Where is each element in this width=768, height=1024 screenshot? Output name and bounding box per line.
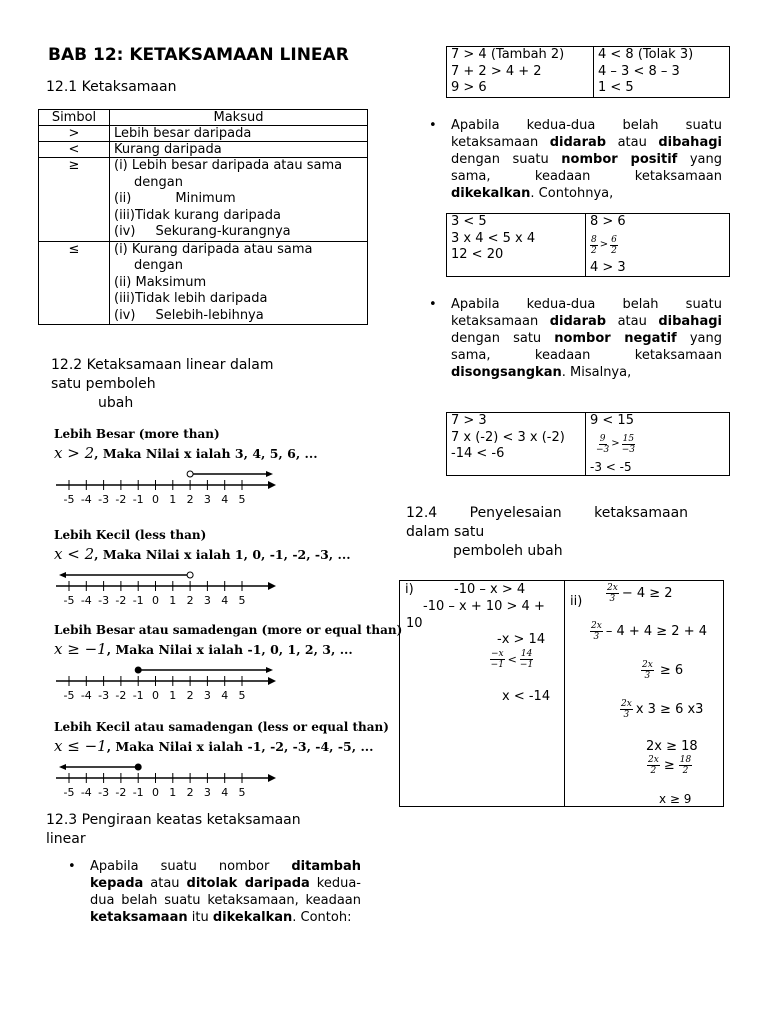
text: dengan suatu [451, 152, 562, 167]
numerator: 18 [679, 755, 692, 765]
tick-label: 1 [169, 786, 177, 798]
text: itu [187, 910, 213, 925]
solution-line: x < -14 [502, 689, 551, 704]
fraction [520, 649, 533, 670]
bullet-dot: • [68, 859, 76, 874]
expression: x 3 ≥ 6 x3 [635, 702, 704, 717]
fraction [606, 583, 619, 604]
tick-label: -2 [115, 594, 127, 606]
example-line: 9 < 15 [590, 413, 634, 428]
fraction [596, 434, 609, 455]
column-divider [564, 581, 565, 806]
ray-arrowhead [59, 764, 66, 770]
denominator: −1 [519, 660, 534, 670]
denominator: 3 [609, 594, 616, 604]
tick-label: 4 [221, 786, 229, 798]
meaning-line: dengan [134, 174, 183, 190]
denominator: 3 [623, 710, 630, 720]
text: yang sama, keadaan ketaksamaan [451, 152, 722, 184]
solution-line [641, 660, 683, 681]
fraction [590, 235, 598, 256]
numerator: 2x [642, 660, 653, 670]
number-line-statement [54, 444, 318, 462]
closed-endpoint [135, 764, 141, 770]
bold-text: nombor positif [561, 152, 678, 167]
divide-example-cell [586, 413, 730, 476]
heading-line: satu pemboleh [51, 376, 156, 392]
solution-i-label: i) [405, 582, 414, 597]
text: dengan satu [451, 331, 555, 346]
numerator: 2x [648, 755, 659, 765]
text: atau [606, 135, 659, 150]
meaning-line [114, 308, 363, 325]
example-line: 7 > 4 (Tambah 2) [451, 47, 565, 62]
tick-label: 2 [186, 493, 194, 505]
tick-label: -5 [63, 594, 75, 606]
fraction-line [590, 230, 725, 260]
denominator: 2 [591, 245, 597, 256]
negative-multiply-example-table [446, 412, 730, 476]
fraction [622, 434, 635, 455]
section-12-1-heading: 12.1 Ketaksamaan [46, 79, 177, 95]
solution-values: , Maka Nilai x ialah 3, 4, 5, 6, ... [94, 446, 318, 461]
ray-arrowhead [266, 471, 273, 477]
bold-text: dikekalkan [212, 910, 293, 925]
tick-label: 3 [203, 689, 211, 701]
item-text: Sekurang-kurangnya [155, 224, 291, 239]
heading-line [406, 504, 722, 523]
heading-line: ubah [98, 395, 134, 411]
solution-line: -x > 14 [497, 632, 546, 647]
open-endpoint [187, 572, 193, 578]
solution-values: , Maka Nilai x ialah 1, 0, -1, -2, -3, ... [94, 547, 351, 562]
tick-label: 5 [238, 594, 246, 606]
denominator: 3 [644, 671, 651, 681]
item-number: (ii) [114, 191, 132, 206]
inequality-expression: x > 2 [54, 444, 95, 462]
example-line: 7 + 2 > 4 + 2 [451, 63, 542, 79]
bullet-add-subtract [68, 858, 361, 926]
text: Apabila kedua-dua belah suatu ketaksamaan [451, 118, 722, 150]
denominator: −1 [490, 660, 504, 670]
geq-sign: ≥ [663, 758, 675, 773]
tick-label: -4 [80, 786, 92, 798]
section-12-4-heading [406, 504, 722, 561]
denominator: −3 [596, 444, 610, 455]
meaning-line: (i) Kurang daripada atau sama [114, 241, 313, 257]
example-line: 4 – 3 < 8 – 3 [598, 63, 680, 79]
fraction [590, 621, 603, 642]
fraction [641, 660, 654, 681]
solution-fraction-line [490, 649, 533, 670]
tick-label: 5 [238, 689, 246, 701]
fraction-line [590, 429, 725, 459]
tick-label: -1 [132, 786, 144, 798]
right-arrowhead [268, 677, 276, 685]
divide-example-cell [586, 214, 730, 277]
example-line: 12 < 20 [451, 247, 504, 262]
heading-text: 12.4 Penyelesaian ketaksamaan [406, 505, 689, 521]
tick-label: 0 [152, 594, 159, 606]
numerator: 2x [591, 621, 602, 631]
text: Apabila suatu nombor [90, 859, 292, 874]
number-line-heading: Lebih Besar (more than) [54, 427, 220, 441]
bold-text: dibahagi [658, 135, 722, 150]
symbol-table [38, 109, 368, 325]
tick-label: -3 [98, 786, 110, 798]
text: . Contoh: [292, 910, 352, 925]
fraction [679, 755, 692, 776]
denominator: 3 [593, 632, 600, 642]
solution-line [590, 621, 707, 642]
tick-label: -4 [80, 594, 92, 606]
numerator: 14 [520, 649, 533, 659]
tick-label: 3 [203, 786, 211, 798]
meaning-line: dengan [134, 258, 183, 273]
fraction [490, 649, 505, 670]
tick-label: 0 [152, 786, 159, 798]
multiply-example-cell [447, 413, 586, 476]
bold-text: nombor negatif [554, 331, 677, 346]
tick-label: -1 [132, 689, 144, 701]
example-line: -3 < -5 [590, 460, 632, 474]
solution-line: x ≥ 9 [659, 792, 692, 806]
number-line-heading: Lebih Kecil atau samadengan (less or equal than) [54, 720, 389, 734]
tick-label: 1 [169, 594, 177, 606]
bullet-multiply-negative [429, 296, 722, 381]
tick-label: 3 [203, 594, 211, 606]
item-number: (iv) [114, 307, 136, 323]
example-line: 7 > 3 [451, 413, 487, 428]
inequality-expression: x ≥ −1 [54, 640, 107, 658]
tick-label: -4 [80, 689, 92, 701]
number-line-statement [54, 545, 351, 563]
bullet-dot: • [429, 297, 437, 312]
solution-line [647, 755, 692, 776]
number-line [52, 758, 292, 798]
tick-label: -5 [63, 689, 75, 701]
tick-label: 2 [186, 786, 194, 798]
right-arrowhead [268, 582, 276, 590]
solution-values: , Maka Nilai x ialah -1, -2, -3, -4, -5, ... [106, 739, 374, 754]
closed-endpoint [135, 667, 141, 673]
solution-line: -10 – x > 4 [454, 582, 526, 597]
solution-line: 2x ≥ 18 [646, 739, 698, 754]
symbol-cell: > [39, 126, 110, 142]
bold-text: disongsangkan [451, 365, 562, 380]
numerator: 6 [611, 234, 617, 245]
meaning-line: (iii)Tidak kurang daripada [114, 207, 281, 223]
tick-label: 1 [169, 493, 177, 505]
bold-text: ditolak daripada [186, 876, 310, 891]
example-line: 8 > 6 [590, 214, 626, 229]
tick-label: 5 [238, 493, 246, 505]
numerator: 9 [599, 433, 606, 444]
meaning-cell: Kurang daripada [110, 142, 368, 158]
solution-ii-label: ii) [570, 594, 583, 609]
bold-text: dikekalkan [451, 186, 531, 201]
ray-arrowhead [266, 667, 273, 673]
tick-label: 4 [221, 493, 229, 505]
meaning-line [114, 224, 363, 241]
bold-text: didarab [549, 314, 607, 329]
tick-label: -1 [132, 493, 144, 505]
example-line: 1 < 5 [598, 80, 634, 95]
tick-label: 4 [221, 689, 229, 701]
number-line [52, 661, 292, 701]
meaning-cell [110, 241, 368, 325]
tick-label: -3 [98, 493, 110, 505]
open-endpoint [187, 471, 193, 477]
example-line: 4 > 3 [590, 260, 626, 275]
text: . Misalnya, [561, 365, 632, 380]
ray-arrowhead [59, 572, 66, 578]
number-line-statement [54, 640, 353, 658]
symbol-header: Simbol [39, 110, 110, 126]
tick-label: -5 [63, 493, 75, 505]
numerator: 8 [591, 234, 597, 245]
greater-sign: > [611, 438, 620, 449]
heading-line: linear [46, 831, 86, 847]
fraction [610, 235, 618, 256]
example-line: 7 x (-2) < 3 x (-2) [451, 429, 565, 445]
bold-text: ditambah kepada [90, 859, 361, 891]
expression: − 4 ≥ 2 [621, 586, 673, 601]
text: atau [606, 314, 659, 329]
text: atau [143, 876, 187, 891]
bold-text: ketaksamaan [90, 910, 188, 925]
expression: – 4 + 4 ≥ 2 + 4 [605, 624, 708, 639]
tick-label: 4 [221, 594, 229, 606]
heading-line: 12.2 Ketaksamaan linear dalam [51, 357, 274, 373]
inequality-expression: x < 2 [54, 545, 95, 563]
number-line-statement [54, 737, 374, 755]
solution-line: 10 [406, 616, 423, 631]
tick-label: -3 [98, 594, 110, 606]
fraction [620, 699, 633, 720]
section-12-3-heading [46, 811, 301, 849]
add-subtract-example-table [446, 46, 730, 98]
bold-text: didarab [549, 135, 607, 150]
tick-label: 2 [186, 594, 194, 606]
meaning-line: (iii)Tidak lebih daripada [114, 291, 268, 306]
tick-label: 0 [152, 689, 159, 701]
tick-label: -4 [80, 493, 92, 505]
denominator: 2 [682, 766, 689, 776]
tick-label: -1 [132, 594, 144, 606]
solution-line: -10 – x + 10 > 4 + [423, 599, 545, 614]
bold-text: dibahagi [658, 314, 722, 329]
example-line: 3 < 5 [451, 214, 487, 229]
text: . Contohnya, [530, 186, 614, 201]
meaning-cell [110, 158, 368, 242]
subtract-example-cell [594, 47, 730, 98]
tick-label: -2 [115, 786, 127, 798]
example-line: 9 > 6 [451, 80, 487, 95]
text: Apabila kedua-dua belah suatu ketaksamaan [451, 297, 722, 329]
denominator: 2 [650, 766, 657, 776]
bullet-multiply-positive [429, 117, 722, 202]
numerator: 2x [621, 699, 632, 709]
page-title: BAB 12: KETAKSAMAAN LINEAR [48, 45, 349, 65]
solution-table [399, 580, 724, 807]
heading-line: 12.3 Pengiraan keatas ketaksamaan [46, 812, 301, 828]
fraction [647, 755, 660, 776]
number-line-heading: Lebih Besar atau samadengan (more or equal than) [54, 623, 403, 637]
multiply-example-cell [447, 214, 586, 277]
tick-label: 1 [169, 689, 177, 701]
heading-line: pemboleh ubah [453, 543, 563, 559]
positive-multiply-example-table [446, 213, 730, 277]
numerator: 2x [607, 583, 618, 593]
meaning-line: (i) Lebih besar daripada atau sama [114, 158, 343, 173]
symbol-cell: ≤ [39, 241, 110, 325]
meaning-line: (ii) Maksimum [114, 274, 207, 290]
item-number: (iv) [114, 224, 136, 239]
right-arrowhead [268, 481, 276, 489]
solution-values: , Maka Nilai x ialah -1, 0, 1, 2, 3, ... [106, 642, 353, 657]
denominator: −3 [621, 444, 636, 455]
right-arrowhead [268, 774, 276, 782]
item-text: Minimum [175, 191, 236, 206]
tick-label: -2 [115, 493, 127, 505]
section-12-2-heading [51, 356, 274, 413]
example-line: 4 < 8 (Tolak 3) [598, 47, 694, 62]
example-line: -14 < -6 [451, 446, 505, 461]
less-sign: < [507, 653, 517, 666]
meaning-header: Maksud [110, 110, 368, 126]
greater-sign: > [599, 239, 609, 250]
tick-label: -5 [63, 786, 75, 798]
meaning-cell: Lebih besar daripada [110, 126, 368, 142]
tick-label: 0 [152, 493, 159, 505]
add-example-cell [447, 47, 594, 98]
symbol-cell: ≥ [39, 158, 110, 242]
symbol-cell: < [39, 142, 110, 158]
tick-label: -3 [98, 689, 110, 701]
solution-line [606, 583, 673, 604]
number-line [52, 566, 292, 606]
example-line: 3 x 4 < 5 x 4 [451, 230, 536, 246]
denominator: 2 [611, 245, 617, 256]
tick-label: 3 [203, 493, 211, 505]
text: yang sama, keadaan ketaksamaan [451, 331, 722, 363]
numerator: 15 [622, 433, 635, 444]
bullet-dot: • [429, 118, 437, 133]
expression: ≥ 6 [659, 663, 684, 678]
tick-label: -2 [115, 689, 127, 701]
tick-label: 5 [238, 786, 246, 798]
item-text: Selebih-lebihnya [155, 307, 264, 323]
number-line [52, 465, 292, 505]
meaning-line [114, 191, 363, 208]
inequality-expression: x ≤ −1 [54, 737, 107, 755]
number-line-heading: Lebih Kecil (less than) [54, 528, 207, 542]
numerator: −x [491, 649, 504, 659]
text: kedua-dua belah suatu ketaksamaan, keadaan [90, 876, 361, 908]
solution-line [620, 699, 703, 720]
heading-line: dalam satu [406, 524, 485, 540]
tick-label: 2 [186, 689, 194, 701]
